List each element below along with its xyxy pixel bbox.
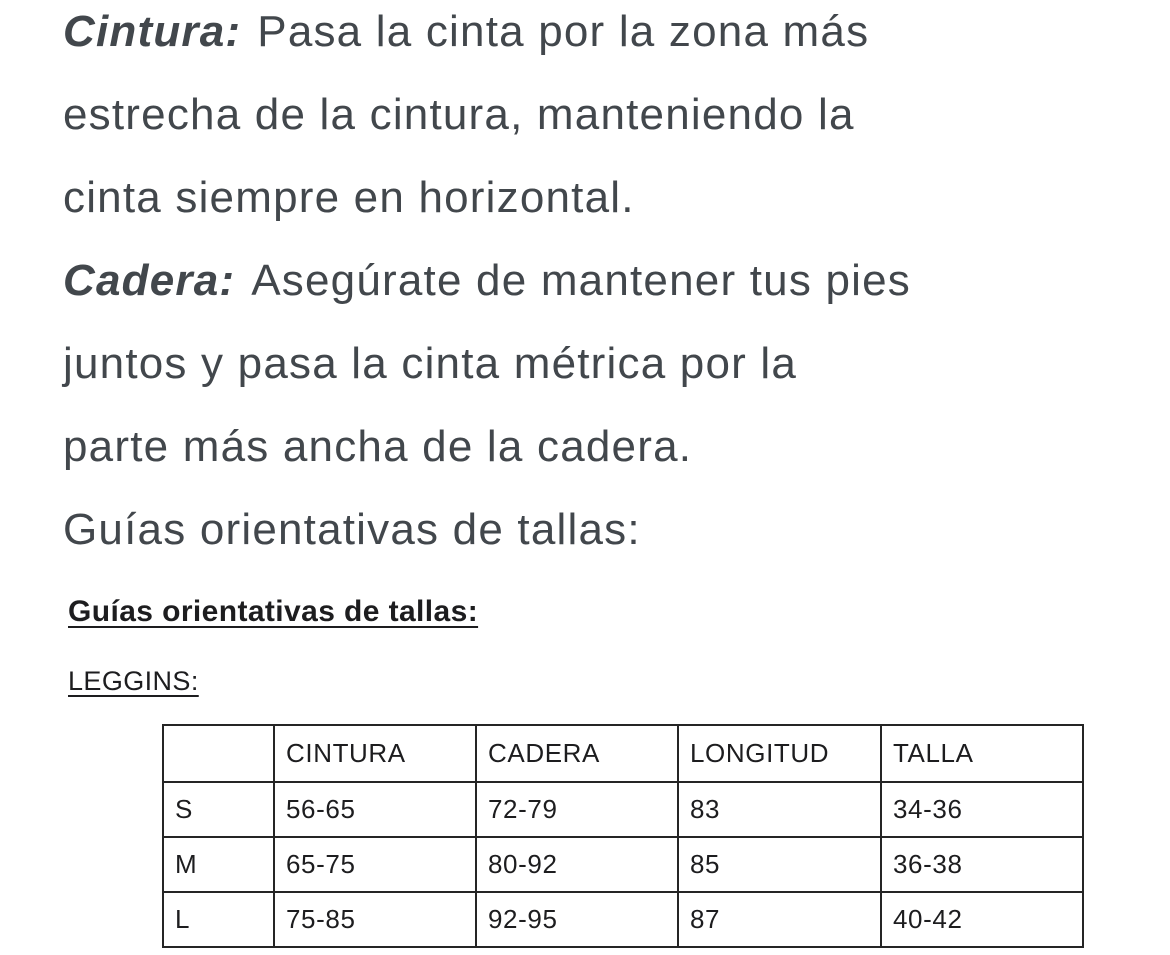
instruction-line [63, 239, 1170, 322]
size-row-l [163, 892, 1083, 947]
cadera-label: Cadera: [63, 256, 236, 305]
table-cell: 56-65 [274, 782, 476, 837]
size-table-header-row [163, 725, 1083, 782]
table-cell: 40-42 [881, 892, 1083, 947]
column-header-cadera: CADERA [476, 725, 678, 782]
table-cell: 65-75 [274, 837, 476, 892]
column-header-talla: TALLA [881, 725, 1083, 782]
table-cell: L [163, 892, 274, 947]
instruction-text: Pasa la cinta por la zona más [257, 7, 870, 56]
table-cell: 75-85 [274, 892, 476, 947]
table-cell: 34-36 [881, 782, 1083, 837]
table-cell: 85 [678, 837, 881, 892]
cintura-label: Cintura: [63, 7, 242, 56]
instruction-line: juntos y pasa la cinta métrica por la [63, 339, 798, 388]
instruction-text: Asegúrate de mantener tus pies [251, 256, 911, 305]
size-row-m [163, 837, 1083, 892]
instruction-line: parte más ancha de la cadera. [63, 422, 693, 471]
table-cell: 80-92 [476, 837, 678, 892]
instruction-line: estrecha de la cintura, manteniendo la [63, 90, 855, 139]
table-cell: 92-95 [476, 892, 678, 947]
measuring-instructions [63, 0, 1170, 571]
column-header-longitud: LONGITUD [678, 725, 881, 782]
column-header-size [163, 725, 274, 782]
table-cell: S [163, 782, 274, 837]
table-cell: 36-38 [881, 837, 1083, 892]
size-guide-category: LEGGINS: [68, 666, 199, 696]
table-cell: 87 [678, 892, 881, 947]
size-guide-title: Guías orientativas de tallas: [68, 595, 479, 628]
table-cell: M [163, 837, 274, 892]
size-guide-image [68, 595, 1170, 948]
size-guide-heading: Guías orientativas de tallas: [63, 505, 641, 554]
table-cell: 72-79 [476, 782, 678, 837]
size-row-s [163, 782, 1083, 837]
instruction-line: cinta siempre en horizontal. [63, 173, 635, 222]
column-header-cintura: CINTURA [274, 725, 476, 782]
size-table [162, 724, 1084, 948]
table-cell: 83 [678, 782, 881, 837]
instruction-line [63, 0, 1170, 73]
